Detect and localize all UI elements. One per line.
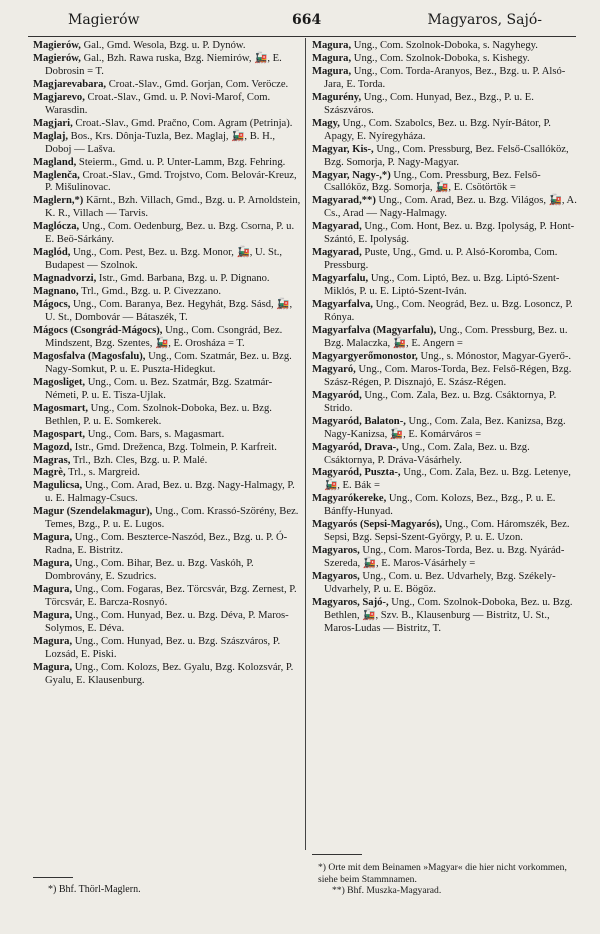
entry-text: Ung., Com. Hunyad, Bez. u. Bzg. Szászváros, P. Lozsád, E. Piski. <box>45 635 281 660</box>
gazetteer-entry <box>312 597 582 636</box>
column-divider <box>305 38 306 850</box>
gazetteer-entry <box>33 558 301 584</box>
gazetteer-entry <box>33 40 301 53</box>
entry-headword: Magyaros, Sajó-, <box>312 596 389 608</box>
header-rule <box>28 36 576 37</box>
gazetteer-entry <box>312 442 582 468</box>
entry-text: Croat.-Slav., Gmd. u. P. Novi-Marof, Com. Warasdin. <box>45 91 271 116</box>
entry-text: Ung., Com. Szolnok-Doboka, s. Nagyhegy. <box>353 40 538 51</box>
gazetteer-entry <box>312 221 582 247</box>
gazetteer-entry <box>33 403 301 429</box>
entry-text: Ung., Com. Beszterce-Naszód, Bez., Bzg. u. P. Ó-Radna, E. Bistritz. <box>45 532 288 557</box>
gazetteer-entry <box>33 532 301 558</box>
entry-headword: Magosliget, <box>33 376 86 388</box>
entry-text: Ung., Com. Hunyad, Bez., Bzg., P. u. E. Szászváros. <box>324 91 534 116</box>
entry-headword: Maglern,*) <box>33 195 84 207</box>
gazetteer-entry <box>33 53 301 79</box>
entry-headword: Magjarevo, <box>33 91 85 103</box>
entry-text: Kärnt., Bzh. Villach, Gmd., Bzg. u. P. Arnoldstein, K. R., Villach — Tarvis. <box>45 195 301 220</box>
gazetteer-entry <box>33 170 301 196</box>
gazetteer-entry <box>33 157 301 170</box>
page-header <box>30 12 578 34</box>
entry-headword: Magras, <box>33 454 71 466</box>
entry-text: Ung., Com. Pressburg, Bez. Felső-Csallóköz, Bzg. Somorja, 🚂, E. Csötörtök = <box>324 169 541 194</box>
entry-text: Puste, Ung., Gmd. u. P. Alsó-Koromba, Com. Pressburg. <box>324 247 558 272</box>
entry-text: Ung., Com. Liptó, Bez. u. Bzg. Liptó-Szent-Miklós, P. u. E. Liptó-Szent-Iván. <box>324 273 560 298</box>
gazetteer-entry <box>33 221 301 247</box>
footnote-left: *) Bhf. Thörl-Maglern. <box>48 884 141 895</box>
footnote-right-2: **) Bhf. Muszka-Magyarad. <box>332 885 442 896</box>
entry-headword: Magyarfalu, <box>312 273 369 285</box>
entry-headword: Magurény, <box>312 91 362 103</box>
gazetteer-entry <box>33 467 301 480</box>
header-right-guide-word: Magyaros, Sajó- <box>427 12 542 28</box>
gazetteer-entry <box>312 519 582 545</box>
gazetteer-entry <box>312 390 582 416</box>
entry-headword: Magyaros, <box>312 545 360 557</box>
entry-text: Ung., Com. Zala, Bez. u. Bzg. Csáktornya, P. Strido. <box>324 389 557 414</box>
entry-text: Trl., Gmd., Bzg. u. P. Civezzano. <box>81 286 222 298</box>
entry-text: Ung., Com. Szabolcs, Bez. u. Bzg. Nyír-Bátor, P. Apagy, E. Nyíregyháza. <box>324 117 551 142</box>
entry-headword: Magyarfalva (Magyarfalu), <box>312 324 437 336</box>
gazetteer-entry <box>312 195 582 221</box>
gazetteer-entry <box>312 40 582 53</box>
gazetteer-entry <box>312 351 582 364</box>
entry-headword: Mágocs (Csongrád-Mágocs), <box>33 324 163 336</box>
gazetteer-entry <box>33 662 301 688</box>
entry-headword: Magulicsa, <box>33 480 83 492</box>
gazetteer-entry <box>33 506 301 532</box>
entry-text: Ung., Com. Pressburg, Bez. Felső-Csallóköz, Bzg. Somorja, P. Nagy-Magyar. <box>324 143 569 168</box>
gazetteer-entry <box>312 545 582 571</box>
entry-headword: Magjari, <box>33 117 73 129</box>
header-left-guide-word: Magierów <box>68 12 140 28</box>
entry-text: Ung., Com. Hunyad, Bez. u. Bzg. Déva, P. Maros-Solymos, E. Déva. <box>45 609 289 634</box>
gazetteer-entry <box>312 66 582 92</box>
entry-headword: Magland, <box>33 156 77 168</box>
entry-headword: Magyaród, <box>312 389 362 401</box>
gazetteer-entry <box>33 92 301 118</box>
left-footnote-rule <box>33 877 73 878</box>
entry-text: Croat.-Slav., Gmd. Pračno, Com. Agram (Petrinja). <box>75 117 293 129</box>
entry-headword: Magura, <box>33 532 73 544</box>
right-column <box>312 40 582 636</box>
entry-text: Ung., Com. Maros-Torda, Bez. Felső-Régen, Bzg. Szász-Régen, P. Disznajó, E. Szász-Régen. <box>324 363 572 388</box>
entry-text: Ung., Com. Háromszék, Bez. Sepsi, Bzg. Sepsi-Szent-György, P. u. E. Uzon. <box>324 519 570 544</box>
entry-text: Ung., Com. Torda-Aranyos, Bez., Bzg. u. P. Alsó-Jara, E. Torda. <box>324 65 566 90</box>
gazetteer-entry <box>33 273 301 286</box>
entry-text: Ung., Com. Zala, Bez. u. Bzg. Csáktornya, P. Dráva-Vásárhely. <box>324 441 530 466</box>
gazetteer-entry <box>33 131 301 157</box>
entry-headword: Magosfalva (Magosfalu), <box>33 350 146 362</box>
entry-text: Ung., Com. Arad, Bez. u. Bzg. Világos, 🚂, A. Cs., Arad — Nagy-Halmagy. <box>324 195 577 220</box>
entry-headword: Maglócza, <box>33 221 80 233</box>
gazetteer-entry <box>33 247 301 273</box>
gazetteer-entry <box>312 325 582 351</box>
entry-text: Ung., Com. Arad, Bez. u. Bzg. Nagy-Halmagy, P. u. E. Halmagy-Csucs. <box>45 480 295 505</box>
entry-text: Steierm., Gmd. u. P. Unter-Lamm, Bzg. Fehring. <box>78 156 286 168</box>
gazetteer-entry <box>33 325 301 351</box>
entry-headword: Magyarad, <box>312 221 362 233</box>
entry-headword: Magierów, <box>33 52 81 64</box>
entry-headword: Maglaj, <box>33 130 69 142</box>
entry-headword: Magura, <box>312 65 352 77</box>
entry-headword: Magosmart, <box>33 402 89 414</box>
gazetteer-entry <box>312 416 582 442</box>
entry-text: Gal., Gmd. Wesola, Bzg. u. P. Dynów. <box>83 40 246 51</box>
right-footnote-rule <box>312 854 362 855</box>
gazetteer-entry <box>312 571 582 597</box>
entry-text: Ung., Com. Fogaras, Bez. Törcsvár, Bzg. Zernest, P. Törcsvár, E. Barcza-Rosnyó. <box>45 584 297 608</box>
gazetteer-entry <box>33 79 301 92</box>
entry-text: Istr., Gmd. Dreženca, Bzg. Tolmein, P. Karfreit. <box>74 441 277 453</box>
gazetteer-entry <box>33 442 301 455</box>
gazetteer-entry <box>312 364 582 390</box>
entry-text: Ung., Com. Zala, Bez. Kanizsa, Bzg. Nagy-Kanizsa, 🚂, E. Komárváros = <box>324 415 566 440</box>
entry-text: Ung., Com. Pressburg, Bez. u. Bzg. Malaczka, 🚂, E. Angern = <box>324 324 568 349</box>
entry-text: Ung., Com. u. Bez. Szatmár, Bzg. Szatmár-Németi, P. u. E. Tisza-Ujlak. <box>45 376 273 401</box>
entry-text: Ung., Com. Szolnok-Doboka, s. Kishegy. <box>353 52 530 64</box>
entry-text: Gal., Bzh. Rawa ruska, Bzg. Niemirów, 🚂, E. Dobrosin = T. <box>45 52 282 77</box>
entry-text: Croat.-Slav., Gmd. Gorjan, Com. Veröcze. <box>108 78 289 90</box>
entry-text: Ung., Com. Baranya, Bez. Hegyhát, Bzg. Sásd, 🚂, U. St., Dombovár — Bátaszék, T. <box>45 299 293 324</box>
entry-text: Bos., Krs. Dônja-Tuzla, Bez. Maglaj, 🚂, B. H., Doboj — Lašva. <box>45 130 276 155</box>
entry-text: Ung., Com. Pest, Bez. u. Bzg. Monor, 🚂, U. St., Budapest — Szolnok. <box>45 247 283 272</box>
entry-text: Ung., Com. Neográd, Bez. u. Bzg. Losoncz, P. Rónya. <box>324 299 573 324</box>
entry-headword: Maglód, <box>33 247 71 259</box>
entry-text: Trl., s. Margreid. <box>68 467 140 479</box>
entry-headword: Magrè, <box>33 467 66 479</box>
gazetteer-entry <box>312 92 582 118</box>
entry-text: Ung., Com. u. Bez. Udvarhely, Bzg. Székely-Udvarhely, P. u. E. Bögöz. <box>324 571 556 596</box>
entry-text: Ung., Com. Hont, Bez. u. Bzg. Ipolyság, P. Hont-Szántó, E. Ipolyság. <box>324 221 575 246</box>
gazetteer-entry <box>33 286 301 299</box>
entry-text: Trl., Bzh. Cles, Bzg. u. P. Malé. <box>72 454 208 466</box>
gazetteer-entry <box>312 467 582 493</box>
gazetteer-entry <box>33 636 301 662</box>
entry-headword: Magospart, <box>33 428 86 440</box>
entry-headword: Magyaros, <box>312 571 360 583</box>
entry-headword: Magura, <box>33 558 73 570</box>
gazetteer-entry <box>33 377 301 403</box>
entry-headword: Magyaród, Balaton-, <box>312 415 406 427</box>
entry-headword: Magura, <box>33 609 73 621</box>
entry-headword: Magyar, Nagy-,*) <box>312 169 391 181</box>
entry-text: Ung., Com. Szatmár, Bez. u. Bzg. Nagy-Somkut, P. u. E. Puszta-Hidegkut. <box>45 350 292 375</box>
gazetteer-entry <box>312 299 582 325</box>
entry-headword: Magura, <box>33 584 73 596</box>
entry-headword: Magura, <box>33 661 73 673</box>
gazetteer-entry <box>312 493 582 519</box>
gazetteer-entry <box>312 247 582 273</box>
gazetteer-entry <box>312 273 582 299</box>
left-column <box>33 40 301 688</box>
entry-text: Ung., Com. Krassó-Szörény, Bez. Temes, Bzg., P. u. E. Lugos. <box>45 506 299 531</box>
entry-headword: Magy, <box>312 117 340 129</box>
gazetteer-entry <box>33 118 301 131</box>
gazetteer-entry <box>33 429 301 442</box>
footnotes-right <box>318 862 586 897</box>
gazetteer-entry <box>33 584 301 610</box>
entry-headword: Magyarad,**) <box>312 195 376 207</box>
gazetteer-entry <box>33 610 301 636</box>
entry-text: Ung., s. Mónostor, Magyar-Gyerő-. <box>420 350 572 362</box>
entry-text: Ung., Com. Szolnok-Doboka, Bez. u. Bzg. Bethlen, 🚂, Szv. B., Klausenburg — Bistritz, U. St., Maros-Ludas — Bistritz, T. <box>324 596 573 634</box>
entry-headword: Magnano, <box>33 286 79 298</box>
entry-headword: Magozd, <box>33 441 73 453</box>
gazetteer-entry <box>312 144 582 170</box>
entry-text: Ung., Com. Zala, Bez. u. Bzg. Letenye, 🚂, E. Bák = <box>324 467 571 492</box>
footnote-right-1: *) Orte mit dem Beinamen »Magyar« die hier nicht vorkommen, siehe beim Stammnamen. <box>318 862 567 885</box>
entry-text: Ung., Com. Kolozs, Bez., Bzg., P. u. E. Bánffy-Hunyad. <box>324 493 556 518</box>
entry-headword: Magyar, Kis-, <box>312 143 374 155</box>
gazetteer-entry <box>33 351 301 377</box>
entry-headword: Maglenča, <box>33 169 80 181</box>
gazetteer-entry <box>312 170 582 196</box>
entry-headword: Magyaró, <box>312 363 356 375</box>
entry-text: Ung., Com. Oedenburg, Bez. u. Bzg. Csorna, P. u. E. Beö-Sárkány. <box>45 221 295 246</box>
entry-headword: Magyarad, <box>312 247 362 259</box>
entry-headword: Magierów, <box>33 40 81 51</box>
entry-headword: Magyarfalva, <box>312 299 373 311</box>
entry-headword: Magura, <box>312 52 352 64</box>
gazetteer-entry <box>33 299 301 325</box>
entry-headword: Magyargyerőmonostor, <box>312 350 418 362</box>
entry-headword: Magyarókereke, <box>312 493 387 505</box>
entry-headword: Magjarevabara, <box>33 78 107 90</box>
entry-headword: Magnadvorzi, <box>33 273 97 285</box>
entry-text: Istr., Gmd. Barbana, Bzg. u. P. Dignano. <box>98 273 270 285</box>
gazetteer-entry <box>312 118 582 144</box>
entry-headword: Magura, <box>312 40 352 51</box>
entry-headword: Magyarós (Sepsi-Magyarós), <box>312 519 443 531</box>
gazetteer-entry <box>33 455 301 468</box>
gazetteer-entry <box>33 480 301 506</box>
entry-headword: Magur (Szendelakmagur), <box>33 506 153 518</box>
entry-headword: Magyaród, Drava-, <box>312 441 399 453</box>
entry-text: Ung., Com. Bars, s. Magasmart. <box>87 428 225 440</box>
entry-headword: Magyaród, Puszta-, <box>312 467 401 479</box>
entry-text: Croat.-Slav., Gmd. Trojstvo, Com. Belovár-Kreuz, P. Mišulinovac. <box>45 169 297 194</box>
gazetteer-entry <box>33 195 301 221</box>
gazetteer-entry <box>312 53 582 66</box>
entry-headword: Magura, <box>33 635 73 647</box>
entry-text: Ung., Com. Kolozs, Bez. Gyalu, Bzg. Kolozsvár, P. Gyalu, E. Klausenburg. <box>45 661 294 686</box>
entry-text: Ung., Com. Szolnok-Doboka, Bez. u. Bzg. Bethlen, P. u. E. Somkerek. <box>45 402 272 427</box>
entry-text: Ung., Com. Maros-Torda, Bez. u. Bzg. Nyárád-Szereda, 🚂, E. Maros-Vásárhely = <box>324 545 565 570</box>
entry-text: Ung., Com. Csongrád, Bez. Mindszent, Bzg. Szentes, 🚂, E. Orosháza = T. <box>45 324 283 349</box>
entry-headword: Mágocs, <box>33 299 71 311</box>
page-number: 664 <box>292 12 322 28</box>
entry-text: Ung., Com. Bihar, Bez. u. Bzg. Vaskóh, P. Dombrovány, E. Szudrics. <box>45 558 254 583</box>
